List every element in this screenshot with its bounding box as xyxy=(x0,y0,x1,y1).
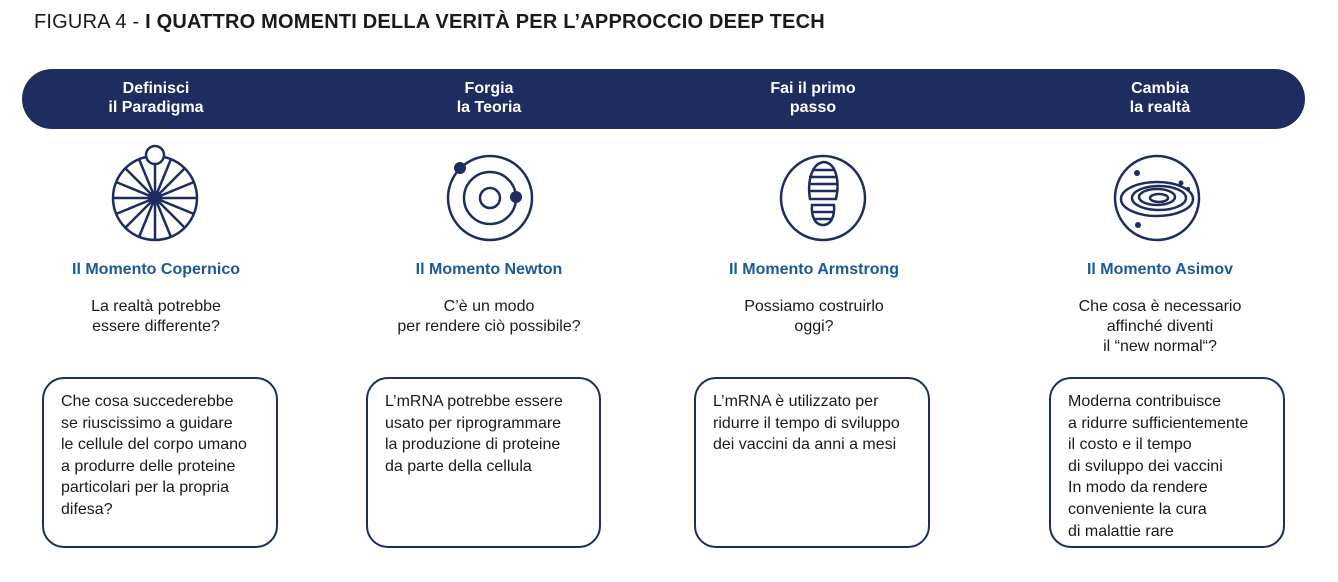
example-text-1: Che cosa succederebbe se riuscissimo a guidare le cellule del corpo umano a produrre delle proteine particolari per la propria difesa? xyxy=(61,393,247,518)
footprint-icon xyxy=(774,143,874,243)
question-1: La realtà potrebbe essere differente? xyxy=(91,298,221,335)
step-label-3: Fai il primo passo xyxy=(770,80,856,116)
orbit-icon xyxy=(441,143,541,243)
compass-icon xyxy=(106,143,206,243)
example-text-2: L’mRNA potrebbe essere usato per riprogrammare la produzione di proteine da parte della cellula xyxy=(385,393,563,475)
question-2: C’è un modo per rendere ciò possibile? xyxy=(397,298,581,335)
spiral-galaxy-icon xyxy=(1108,143,1208,243)
question-4: Che cosa è necessario affinché diventi il “new normal“? xyxy=(1078,298,1242,355)
question-3: Possiamo costruirlo oggi? xyxy=(744,298,884,335)
example-box-4 xyxy=(1049,377,1285,548)
example-text-4: Moderna contribuisce a ridurre sufficientemente il costo e il tempo di sviluppo dei vaccini In modo da rendere conveniente la cura di malattie rare xyxy=(1068,393,1249,540)
moment-title-2: Il Momento Newton xyxy=(415,261,563,278)
example-text-3: L’mRNA è utilizzato per ridurre il tempo di sviluppo dei vaccini da anni a mesi xyxy=(713,393,900,454)
figure-title xyxy=(34,11,825,34)
step-label-1: Definisci il Paradigma xyxy=(108,80,204,116)
moment-title-1: Il Momento Copernico xyxy=(72,261,240,278)
step-label-2: Forgia la Teoria xyxy=(456,80,522,116)
moment-title-3: Il Momento Armstrong xyxy=(728,261,900,278)
figure-number: FIGURA 4 - xyxy=(34,11,146,33)
moment-title-4: Il Momento Asimov xyxy=(1086,261,1234,278)
example-box-3 xyxy=(694,377,930,548)
figure-heading: I QUATTRO MOMENTI DELLA VERITÀ PER L’APPROCCIO DEEP TECH xyxy=(145,11,825,33)
step-label-4: Cambia la realtà xyxy=(1129,80,1191,116)
example-box-1 xyxy=(42,377,278,548)
example-box-2 xyxy=(366,377,601,548)
